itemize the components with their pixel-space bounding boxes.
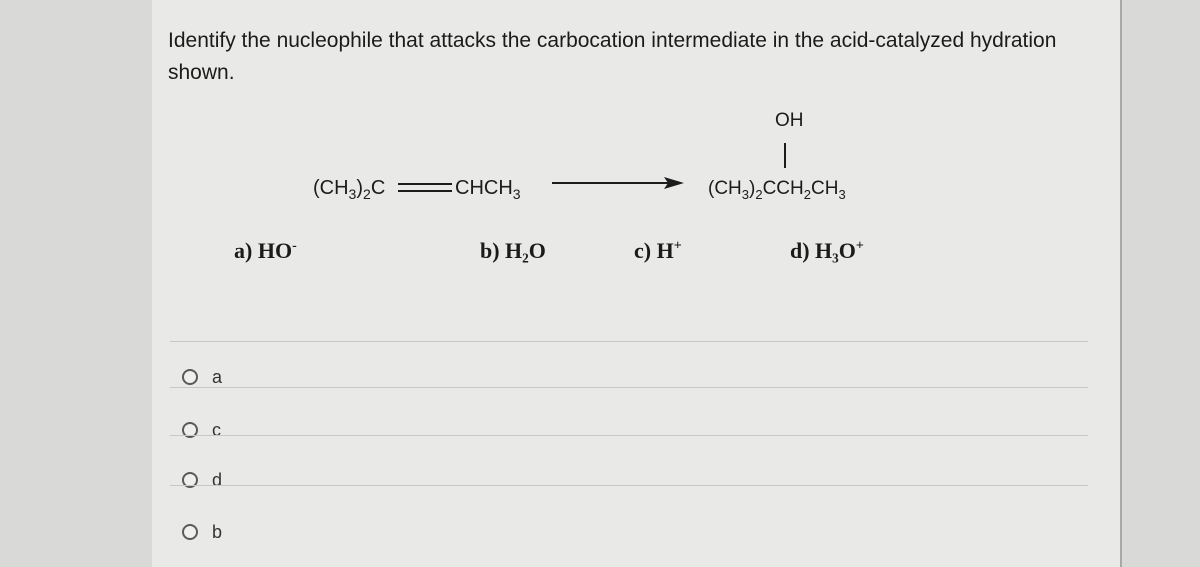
reactant-formula-right: $CHCH_3$: [455, 177, 521, 202]
answer-choice-b[interactable]: [182, 517, 222, 547]
answer-choice-c[interactable]: [182, 415, 221, 445]
product-formula: $(CH_3)_2CCH_2CH_3$: [708, 178, 846, 202]
option-d-label: d) H₃O+: [790, 238, 864, 263]
answer-label-a: a: [212, 366, 223, 387]
option-c-label: c) H+: [634, 238, 682, 263]
option-a-label: a) HO-: [234, 238, 297, 263]
option-b-label: b) H₂O: [480, 238, 546, 263]
divider: [170, 341, 1088, 342]
answer-label-b: b: [212, 521, 223, 542]
divider: [170, 387, 1088, 388]
answer-label-c: c: [212, 419, 221, 440]
radio-button-a[interactable]: [182, 369, 198, 385]
answer-choice-d[interactable]: [182, 465, 222, 495]
product-oh: OH: [775, 110, 804, 131]
radio-button-b[interactable]: [182, 524, 198, 540]
reactant-formula: $(CH_3)_2C$: [313, 177, 386, 202]
question-text: Identify the nucleophile that attacks the carbocation intermediate in the acid-catalyzed hydration shown.: [168, 29, 1057, 84]
divider: [170, 485, 1088, 486]
divider: [170, 435, 1088, 436]
answer-label-d: d: [212, 469, 223, 490]
